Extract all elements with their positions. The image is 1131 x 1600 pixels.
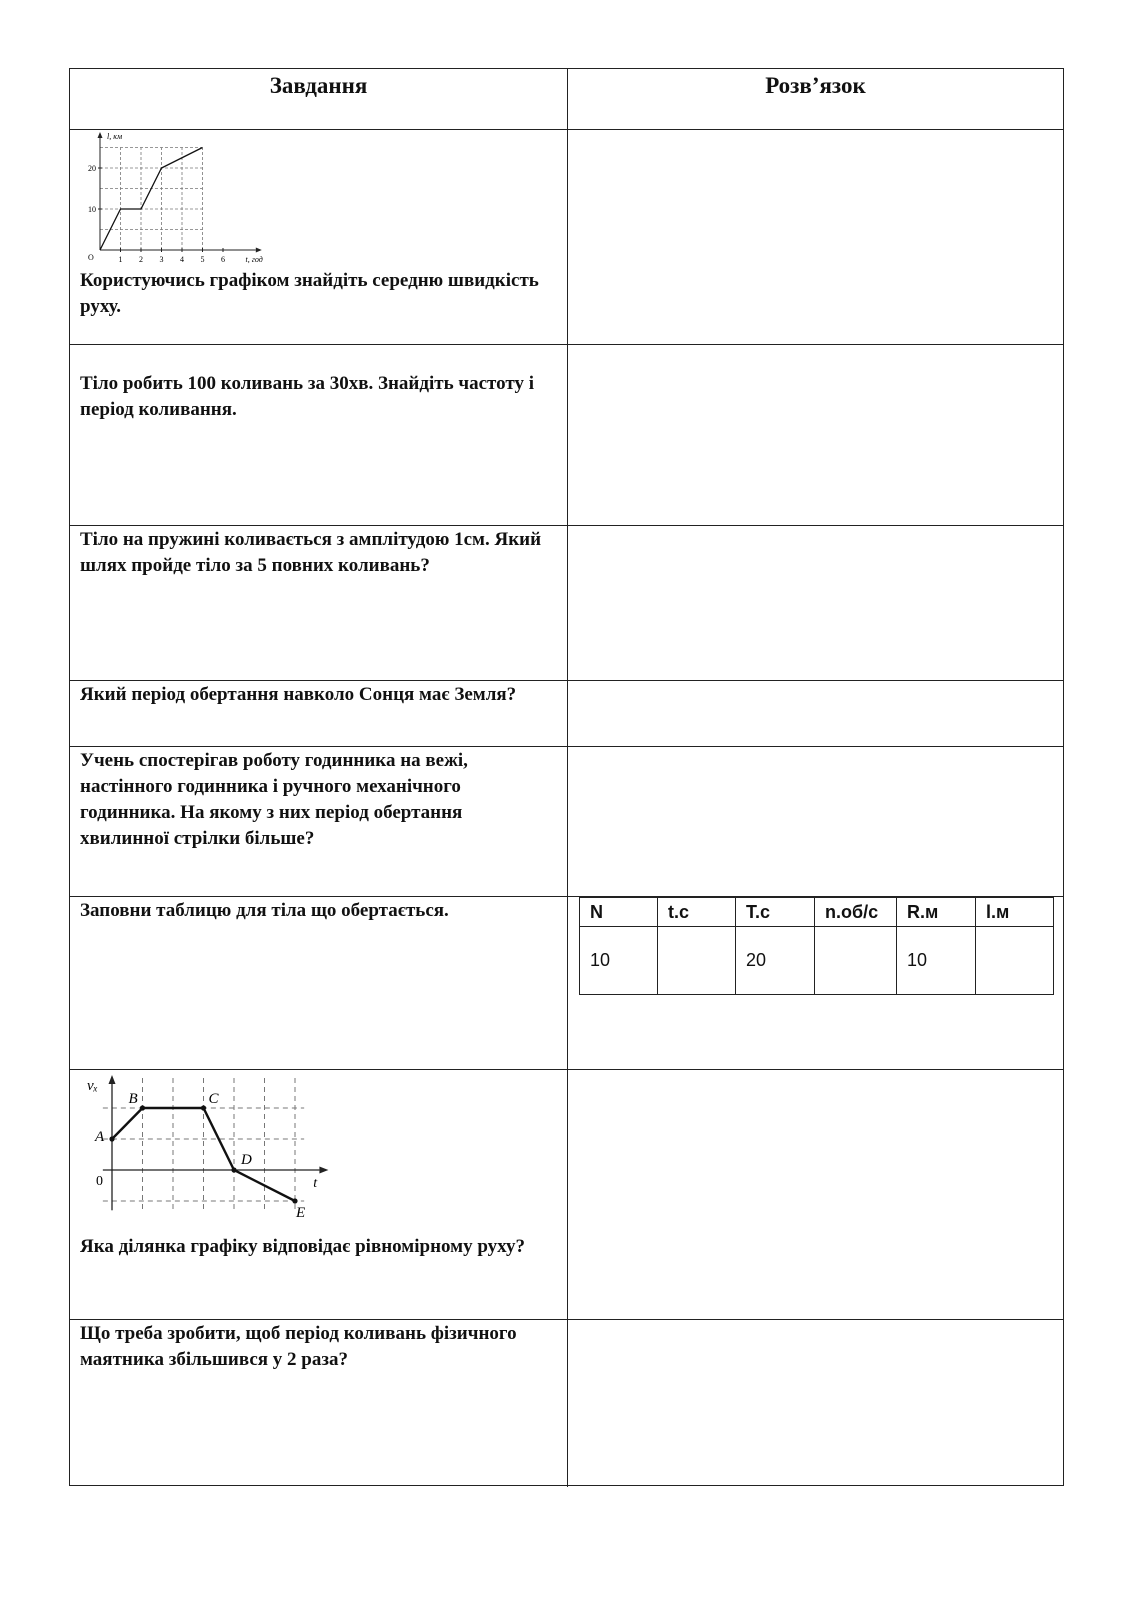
task-row-6 bbox=[70, 896, 1063, 1069]
rotation-value-t[interactable] bbox=[658, 927, 736, 995]
rotation-header-length: l.м bbox=[976, 898, 1054, 927]
rotation-header-n: N bbox=[580, 898, 658, 927]
solution-cell-1[interactable] bbox=[567, 130, 1063, 344]
solution-cell-2[interactable] bbox=[567, 345, 1063, 525]
point-label-a: A bbox=[95, 1129, 105, 1145]
point-b bbox=[140, 1105, 145, 1110]
task-cell-3 bbox=[70, 526, 567, 680]
task-cell-2 bbox=[70, 345, 567, 525]
y-tick-label: 10 bbox=[88, 205, 96, 214]
task-text-1: Користуючись графіком знайдіть середню швидкість руху. bbox=[80, 270, 539, 317]
rotation-header-period: T.c bbox=[736, 898, 815, 927]
header-task: Завдання bbox=[269, 73, 368, 98]
task-cell-8 bbox=[70, 1320, 567, 1487]
rotation-header-radius: R.м bbox=[897, 898, 976, 927]
task-cell-4 bbox=[70, 681, 567, 746]
rotation-value-frequency[interactable] bbox=[815, 927, 897, 995]
point-c bbox=[201, 1105, 206, 1110]
y-tick-label: 20 bbox=[88, 164, 96, 173]
task-row-3 bbox=[70, 525, 1063, 680]
worksheet-table bbox=[69, 68, 1064, 1486]
x-tick-label: 2 bbox=[139, 255, 143, 264]
rotation-value-length[interactable] bbox=[976, 927, 1054, 995]
x-axis-arrow bbox=[319, 1167, 328, 1174]
task-cell-6 bbox=[70, 897, 567, 1069]
task-text-8: Що треба зробити, щоб період коливань фізичного маятника збільшився у 2 раза? bbox=[80, 1323, 517, 1370]
task-cell-7 bbox=[70, 1070, 567, 1319]
task-text-3: Тіло на пружині коливається з амплітудою 1см. Який шлях пройде тіло за 5 повних коливань? bbox=[80, 529, 542, 576]
task-text-6: Заповни таблицю для тіла що обертається. bbox=[80, 900, 449, 921]
solution-cell-4[interactable] bbox=[567, 681, 1063, 746]
point-label-b: B bbox=[128, 1091, 138, 1107]
rotation-table-header-row bbox=[580, 898, 1054, 927]
task-text-4: Який період обертання навколо Сонця має Земля? bbox=[80, 684, 517, 705]
point-label-e: E bbox=[296, 1205, 306, 1221]
origin-label: 0 bbox=[96, 1174, 103, 1189]
header-solution: Розв’язок bbox=[567, 69, 1063, 129]
y-axis-arrow bbox=[98, 132, 103, 138]
rotation-header-t: t.c bbox=[658, 898, 736, 927]
task-cell-5 bbox=[70, 747, 567, 896]
task-row-7 bbox=[70, 1069, 1063, 1319]
solution-cell-3[interactable] bbox=[567, 526, 1063, 680]
task-text-5: Учень спостерігав роботу годинника на вежі, настінного годинника і ручного механічного годинника. На якому з них період обертання хвилинної стрілки більше? bbox=[80, 750, 468, 849]
rotation-value-n[interactable]: 10 bbox=[580, 927, 658, 995]
point-d bbox=[231, 1167, 236, 1172]
y-axis-label: l, км bbox=[107, 132, 123, 141]
point-a bbox=[109, 1136, 114, 1141]
rotation-table bbox=[579, 897, 1054, 995]
solution-cell-7[interactable] bbox=[567, 1070, 1063, 1319]
task-row-4 bbox=[70, 680, 1063, 746]
solution-cell-8[interactable] bbox=[567, 1320, 1063, 1487]
rotation-value-radius[interactable]: 10 bbox=[897, 927, 976, 995]
point-label-d: D bbox=[241, 1152, 252, 1168]
x-axis-arrow bbox=[256, 248, 262, 253]
x-tick-label: 3 bbox=[159, 255, 164, 264]
rotation-table-value-row bbox=[580, 927, 1054, 995]
distance-line bbox=[100, 148, 203, 251]
task-row-8 bbox=[70, 1319, 1063, 1487]
x-tick-label: 1 bbox=[118, 255, 123, 264]
x-tick-label: 5 bbox=[200, 255, 205, 264]
rotation-value-period[interactable]: 20 bbox=[736, 927, 815, 995]
task-cell-1 bbox=[70, 130, 567, 344]
x-axis-label: t, год bbox=[245, 255, 263, 264]
task-text-7: Яка ділянка графіку відповідає рівномірному руху? bbox=[80, 1236, 525, 1257]
distance-time-chart bbox=[78, 132, 278, 267]
x-tick-label: 6 bbox=[221, 255, 225, 264]
origin-label: O bbox=[88, 253, 94, 262]
task-row-2 bbox=[70, 344, 1063, 525]
x-tick-label: 4 bbox=[180, 255, 184, 264]
y-axis-label: vₓ bbox=[87, 1078, 98, 1094]
task-row-5 bbox=[70, 746, 1063, 896]
task-text-2: Тіло робить 100 коливань за 30хв. Знайдіть частоту і період коливання. bbox=[80, 373, 534, 420]
rotation-header-frequency: n.об/с bbox=[815, 898, 897, 927]
velocity-time-chart bbox=[80, 1072, 340, 1222]
solution-cell-5[interactable] bbox=[567, 747, 1063, 896]
header-row bbox=[70, 69, 1063, 129]
task-row-1 bbox=[70, 129, 1063, 344]
solution-cell-6[interactable] bbox=[567, 897, 1063, 1069]
point-e bbox=[292, 1198, 297, 1203]
x-axis-label: t bbox=[313, 1176, 318, 1191]
y-axis-arrow bbox=[109, 1075, 116, 1084]
point-label-c: C bbox=[208, 1091, 219, 1107]
